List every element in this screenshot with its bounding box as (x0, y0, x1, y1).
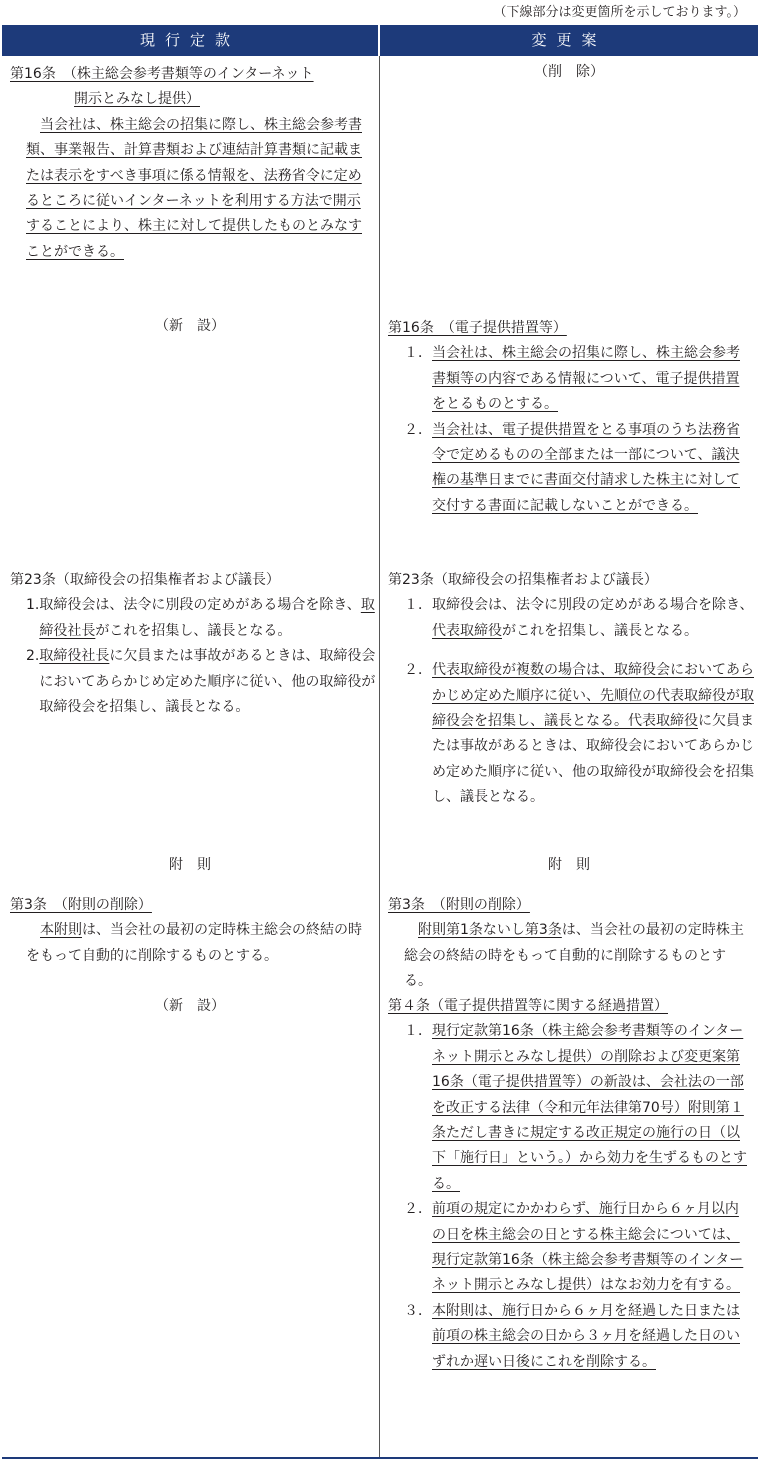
article-clause (388, 341, 750, 417)
new-establishment-label-2: （新 設） (155, 998, 225, 1014)
changed-text: 前項の規定にかかわらず、施行日から６ヶ月以内の日を株主総会の日とする株主総会については、現行定款第16条（株主総会参考書類等のインターネット開示とみなし提供）はなお効力を有する。 (432, 1201, 744, 1294)
clause-text (432, 1197, 750, 1299)
header-proposed-amendments: 変更案 (531, 31, 607, 49)
changed-text: 本附則 (40, 922, 82, 939)
article-title (10, 893, 372, 918)
changed-text: 取締役社長 (39, 648, 110, 665)
article-title (388, 316, 750, 341)
clause-number: ２． (404, 421, 432, 438)
article-paragraph (388, 918, 750, 994)
article-clause (388, 593, 754, 644)
clause-text (432, 341, 750, 417)
clause-number: 2. (26, 648, 40, 665)
clause-number: ３． (404, 1302, 432, 1319)
article-title (10, 62, 372, 87)
clause-text (39, 644, 376, 720)
article-paragraph (10, 918, 372, 969)
clause-number: ２． (404, 662, 432, 679)
changed-text: 第16条 （株主総会参考書類等のインターネット (10, 66, 314, 82)
spacer (388, 644, 754, 658)
supplementary-heading-current: 附 則 (169, 857, 211, 873)
unchanged-text: がこれを招集し、議長となる。 (502, 622, 698, 639)
changed-text: 附則第1条ないし第3条 (418, 922, 562, 939)
current-supplementary-article-3 (10, 893, 372, 969)
unchanged-text: 第23条（取締役会の招集権者および議長） (388, 572, 658, 588)
clause-text (432, 1019, 750, 1197)
unchanged-text: 取締役会は、法令に別段の定めがある場合を除き、 (432, 597, 754, 614)
underline-note: （下線部分は変更箇所を示しております。） (493, 5, 746, 20)
clause-number: ２． (404, 1201, 432, 1218)
changed-text: 現行定款第16条（株主総会参考書類等のインターネット開示とみなし提供）の削除および変更案第16条（電子提供措置等）の新設は、会社法の一部を改正する法律（令和元年法律第70号）附則第１条ただし書きに規定する改正規定の施行の日（以下「施行日」という。）から効力を生ずるものとする。 (432, 1023, 747, 1192)
clause-text (432, 418, 750, 520)
article-clause (388, 1299, 750, 1375)
changed-text: 代表取締役が複数の場合は、取締役会においてあらかじめ定めた順序に従い、先順位の代表取締役が取締役会を招集し、議長となる。 (432, 662, 754, 730)
article-clause (388, 1197, 750, 1299)
unchanged-text: 取締役会は、法令に別段の定めがある場合を除き、 (39, 597, 361, 614)
new-establishment-label: （新 設） (155, 318, 225, 334)
changed-text: 取締役社長 (39, 597, 375, 639)
changed-text: 当会社は、株主総会の招集に際し、株主総会参考書類等の内容である情報について、電子提供措置をとるものとする。 (432, 345, 740, 413)
article-clause (10, 593, 376, 644)
changed-text: 第3条 （附則の削除） (388, 897, 530, 913)
unchanged-text: に欠員または事故があるときは、取締役会においてあらかじめ定めた順序に従い、他の取締役が取締役会を招集し、議長となる。 (39, 648, 376, 716)
article-title (10, 568, 376, 593)
header-current-articles: 現行定款 (139, 31, 240, 49)
changed-text: 当会社は、株主総会の招集に際し、株主総会参考書類、事業報告、計算書類および連結計算書類に記載または表示をすべき事項に係る情報を、法務省令に定めるところに従いインターネットを利用する方法で開示することにより、株主に対して提供したものとみなすことができる。 (26, 116, 362, 260)
changed-text: 代表取締役 (628, 713, 698, 730)
article-paragraph (10, 113, 372, 265)
unchanged-text: 第23条（取締役会の招集権者および議長） (10, 572, 280, 588)
clause-text (432, 658, 754, 810)
clause-text (432, 1299, 750, 1375)
unchanged-text: は、当会社の最初の定時株主総会の終結の時をもって自動的に削除するものとする。 (404, 922, 744, 990)
article-clause (388, 418, 750, 520)
current-article-23 (10, 568, 376, 720)
changed-text: 第3条 （附則の削除） (10, 897, 152, 913)
changed-text: 第４条（電子提供措置等に関する経過措置） (388, 998, 668, 1014)
article-clause (388, 1019, 750, 1197)
unchanged-text: に欠員または事故があるときは、取締役会においてあらかじめ定めた順序に従い、他の取締役が取締役会を招集し、議長となる。 (432, 713, 754, 806)
clause-number: １． (404, 597, 432, 614)
article-title (388, 994, 750, 1019)
changed-text: 当会社は、電子提供措置をとる事項のうち法務省令で定めるものの全部または一部について、議決権の基準日までに書面交付請求した株主に対して交付する書面に記載しないことができる。 (432, 421, 740, 514)
changed-text: 本附則は、施行日から６ヶ月を経過した日または前項の株主総会の日から３ヶ月を経過した日のいずれか遅い日後にこれを削除する。 (432, 1302, 740, 1370)
table-header (2, 25, 758, 56)
proposed-article-16 (388, 316, 750, 519)
article-clause (10, 644, 376, 720)
supplementary-heading-proposed: 附 則 (548, 857, 590, 873)
unchanged-text: がこれを招集し、議長となる。 (95, 622, 292, 639)
article-title-continued (10, 87, 372, 112)
current-article-16 (10, 62, 372, 265)
proposed-supplementary-article-3 (388, 893, 750, 995)
table-bottom-rule (2, 1457, 758, 1459)
clause-text (39, 593, 376, 644)
column-divider (379, 56, 380, 1457)
changed-text: 開示とみなし提供） (74, 91, 200, 108)
article-title (388, 893, 750, 918)
clause-number: １． (404, 345, 432, 362)
changed-text: 第16条 （電子提供措置等） (388, 320, 567, 336)
proposed-supplementary-article-4 (388, 994, 750, 1375)
deletion-label: （削 除） (534, 64, 604, 80)
article-title (388, 568, 754, 593)
article-clause (388, 658, 754, 810)
changed-text: 代表取締役 (432, 622, 502, 639)
clause-text (432, 593, 754, 644)
clause-number: 1. (26, 597, 40, 614)
unchanged-text: は、当会社の最初の定時株主総会の終結の時をもって自動的に削除するものとする。 (26, 922, 362, 964)
proposed-article-23 (388, 568, 754, 811)
clause-number: １． (404, 1023, 432, 1040)
